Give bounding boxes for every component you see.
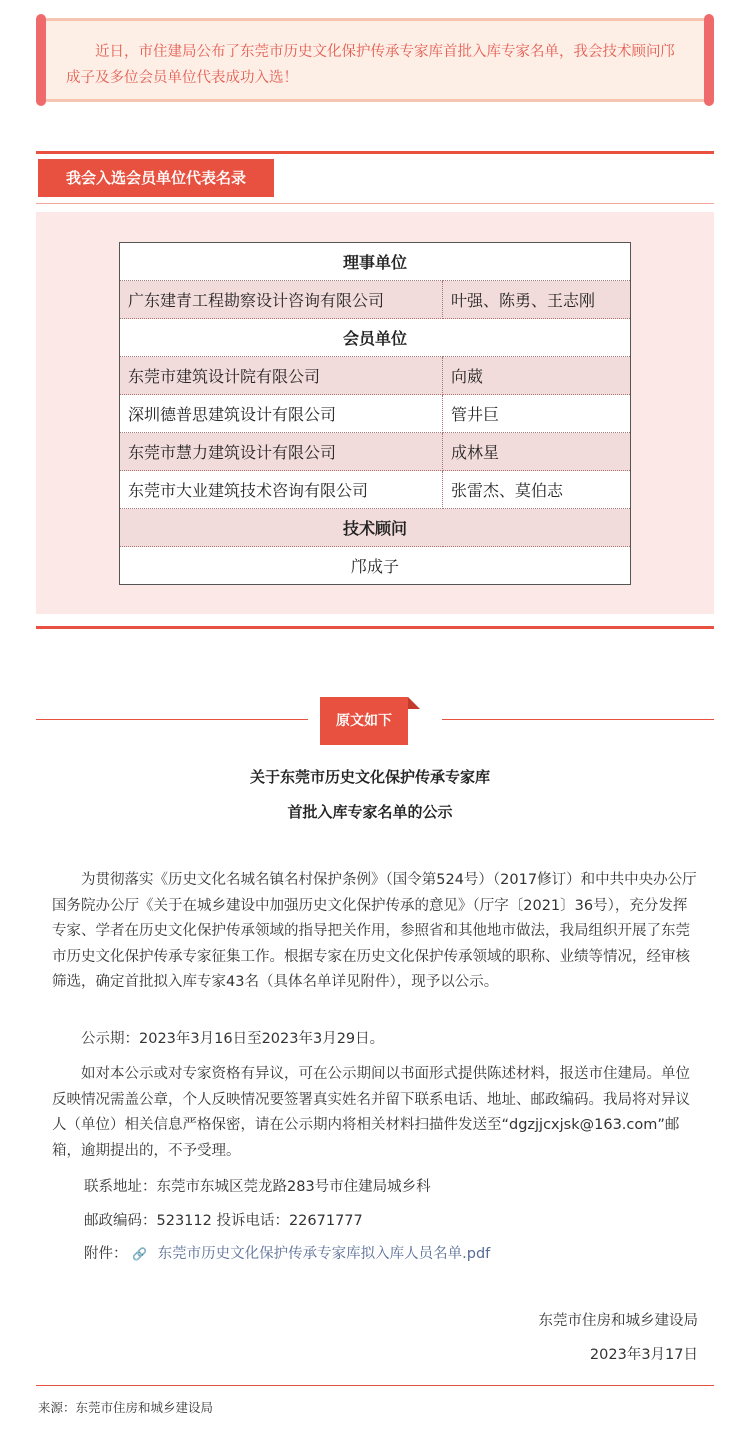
advisor-header: 技术顾问: [120, 509, 631, 547]
org-cell: 深圳德普思建筑设计有限公司: [120, 395, 443, 433]
table-header-row: [120, 243, 631, 281]
org-cell: 广东建青工程勘察设计咨询有限公司: [120, 281, 443, 319]
doc-title-line1: 关于东莞市历史文化保护传承专家库: [249, 768, 490, 786]
signature: 东莞市住房和城乡建设局: [538, 1313, 698, 1329]
banner-left-bar: [36, 14, 46, 106]
doc-title-line2: 首批入库专家名单的公示: [287, 803, 453, 821]
table-row: [120, 357, 631, 395]
paragraph-3: 如对本公示或对专家资格有异议，可在公示期间以书面形式提供陈述材料，报送市住建局。单位反映情况需盖公章，个人反映情况要签署真实姓名并留下联系电话、地址、邮政编码。我局将对异议人（单位）相关信息严格保密，请在公示期内将相关材料扫描件发送至“dgzjjcxjsk@163.com”邮箱，逾期提出的，不予受理。: [52, 1066, 690, 1159]
names-cell: 管井巨: [443, 395, 631, 433]
paragraph-1: 为贯彻落实《历史文化名城名镇名村保护条例》（国令第524号）（2017修订）和中共中央办公厅国务院办公厅《关于在城乡建设中加强历史文化保护传承的意见》（厅字〔2021〕36号），充分发挥专家、学者在历史文化保护传承领域的指导把关作用，参照省和其他地市做法，我局组织开展了东莞市历史文化保护传承专家征集工作。根据专家在历史文化保护传承领域的职称、业绩等情况，经审核筛选，确定首批拟入库专家43名（具体名单详见附件），现予以公示。: [52, 872, 697, 990]
label-line-right: [442, 719, 714, 720]
table-header-row: [120, 319, 631, 357]
names-cell: 叶强、陈勇、王志刚: [443, 281, 631, 319]
attachment-link[interactable]: 东莞市历史文化保护传承专家库拟入库人员名单.pdf: [157, 1246, 491, 1262]
footer-divider: [36, 1385, 714, 1386]
attachment-label: 附件：: [84, 1246, 128, 1262]
contact-address: 联系地址：东莞市东城区莞龙路283号市住建局城乡科: [84, 1179, 431, 1195]
label-line-left: [36, 719, 308, 720]
banner-right-bar: [704, 14, 714, 106]
table-row: [120, 433, 631, 471]
org-cell: 东莞市慧力建筑设计有限公司: [120, 433, 443, 471]
names-cell: 向葳: [443, 357, 631, 395]
section-top-line: [36, 151, 714, 154]
org-cell: 东莞市建筑设计院有限公司: [120, 357, 443, 395]
section-title: 我会入选会员单位代表名录: [38, 159, 274, 197]
banner-box: [46, 18, 704, 102]
directors-header: 理事单位: [120, 243, 631, 281]
names-cell: 张雷杰、莫伯志: [443, 471, 631, 509]
member-table: [119, 242, 631, 585]
link-icon: 🔗: [132, 1247, 148, 1261]
table-row: [120, 281, 631, 319]
section-end-line: [36, 626, 714, 629]
table-header-row: [120, 509, 631, 547]
attachment-line: [84, 1242, 490, 1263]
names-cell: 成林星: [443, 433, 631, 471]
section-divider: [36, 203, 714, 204]
announcement-banner: [36, 14, 714, 106]
label-fold: [408, 697, 420, 709]
table-row: [120, 471, 631, 509]
postcode-phone: 邮政编码：523112 投诉电话：22671777: [84, 1213, 363, 1229]
table-row: [120, 395, 631, 433]
paragraph-2: 公示期：2023年3月16日至2023年3月29日。: [81, 1031, 385, 1047]
members-header: 会员单位: [120, 319, 631, 357]
table-row: [120, 547, 631, 585]
original-label-text: 原文如下: [336, 713, 392, 729]
source-text: 来源：东莞市住房和城乡建设局: [38, 1400, 214, 1415]
publish-date: 2023年3月17日: [589, 1347, 698, 1363]
advisor-cell: 邝成子: [120, 547, 631, 585]
banner-text: 近日，市住建局公布了东莞市历史文化保护传承专家库首批入库专家名单，我会技术顾问邝成子及多位会员单位代表成功入选！: [66, 44, 675, 86]
org-cell: 东莞市大业建筑技术咨询有限公司: [120, 471, 443, 509]
original-label: [320, 697, 408, 745]
